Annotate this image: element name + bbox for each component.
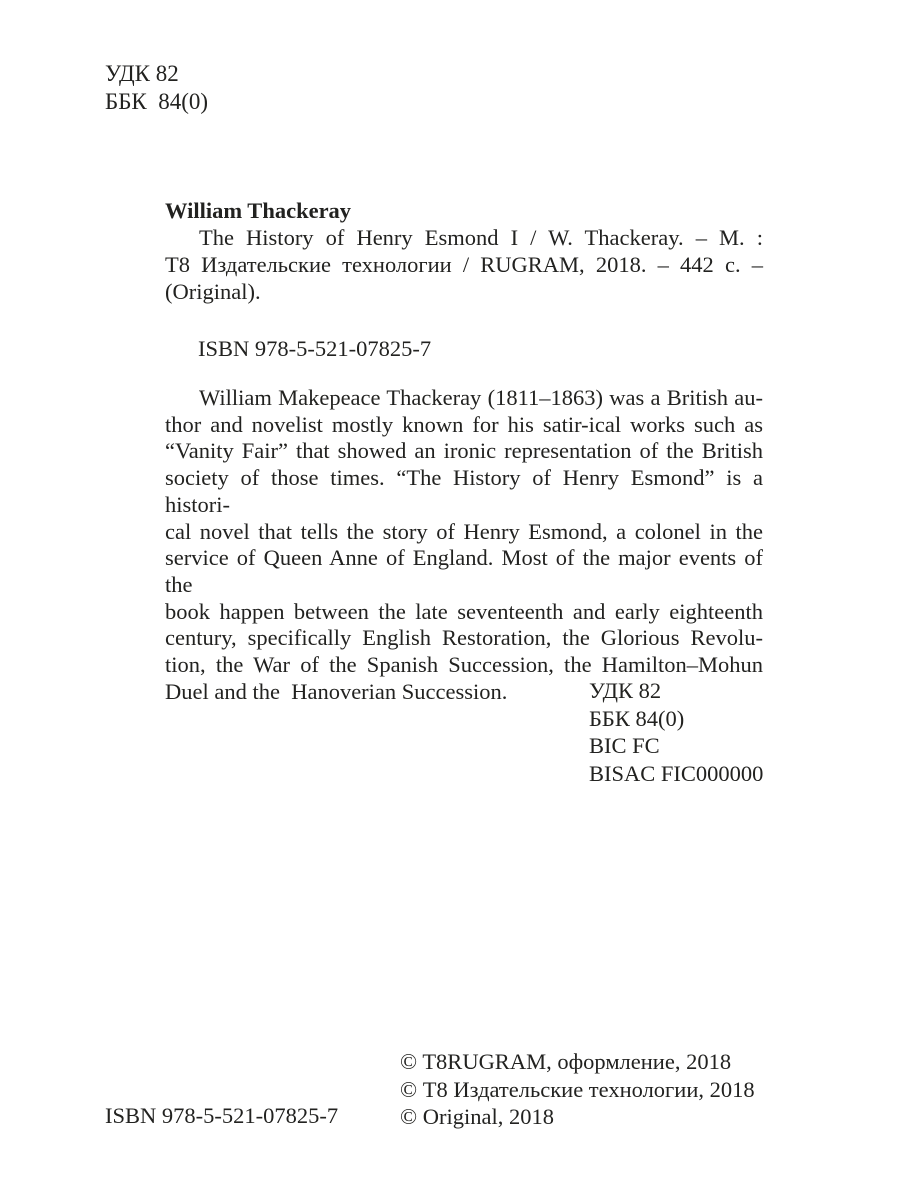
isbn-bottom: ISBN 978-5-521-07825-7: [105, 1103, 339, 1128]
bic-code: BIC FC: [589, 733, 660, 759]
bibliographic-citation: [165, 197, 763, 305]
annotation-line: William Makepeace Thackeray (1811–1863) was a British au-: [199, 385, 763, 410]
citation-line: The History of Henry Esmond I / W. Thackeray. – М. :: [199, 225, 763, 250]
annotation-paragraph: [165, 385, 763, 705]
top-classification-codes: [105, 60, 208, 116]
copyright-line: © Original, 2018: [400, 1104, 554, 1129]
copyright-line: © T8RUGRAM, оформление, 2018: [400, 1049, 732, 1074]
book-author: William Thackeray: [165, 198, 352, 223]
copyright-block: [400, 1048, 755, 1131]
annotation-line: “Vanity Fair” that showed an ironic representation of the British: [165, 438, 763, 464]
annotation-line: service of Queen Anne of England. Most of the major events of the: [165, 545, 763, 597]
udk-code: УДК 82: [589, 678, 662, 703]
annotation-line: thor and novelist mostly known for his satir-ical works such as: [165, 411, 763, 437]
bisac-code: BISAC FIC000000: [589, 761, 764, 787]
annotation-line: tion, the War of the Spanish Succession, the Hamilton–Mohun: [165, 652, 763, 678]
annotation-line: society of those times. “The History of Henry Esmond” is a histori-: [165, 465, 763, 517]
isbn-top: ISBN 978-5-521-07825-7: [198, 336, 432, 361]
annotation-line: century, specifically English Restoration, the Glorious Revolu-: [165, 625, 763, 651]
copyright-line: © Т8 Издательские технологии, 2018: [400, 1076, 755, 1102]
annotation-line: book happen between the late seventeenth and early eighteenth: [165, 598, 763, 624]
bbk-code: ББК 84(0): [105, 89, 209, 114]
bbk-code: ББК 84(0): [589, 705, 685, 731]
citation-line: Т8 Издательские технологии / RUGRAM, 2018. – 442 с. –: [165, 252, 763, 277]
udk-code: УДК 82: [105, 61, 179, 86]
citation-line: (Original).: [165, 279, 261, 304]
right-classification-codes: [589, 677, 763, 788]
annotation-line: cal novel that tells the story of Henry Esmond, a colonel in the: [165, 518, 763, 544]
annotation-line: Duel and the Hanoverian Succession.: [165, 678, 508, 704]
